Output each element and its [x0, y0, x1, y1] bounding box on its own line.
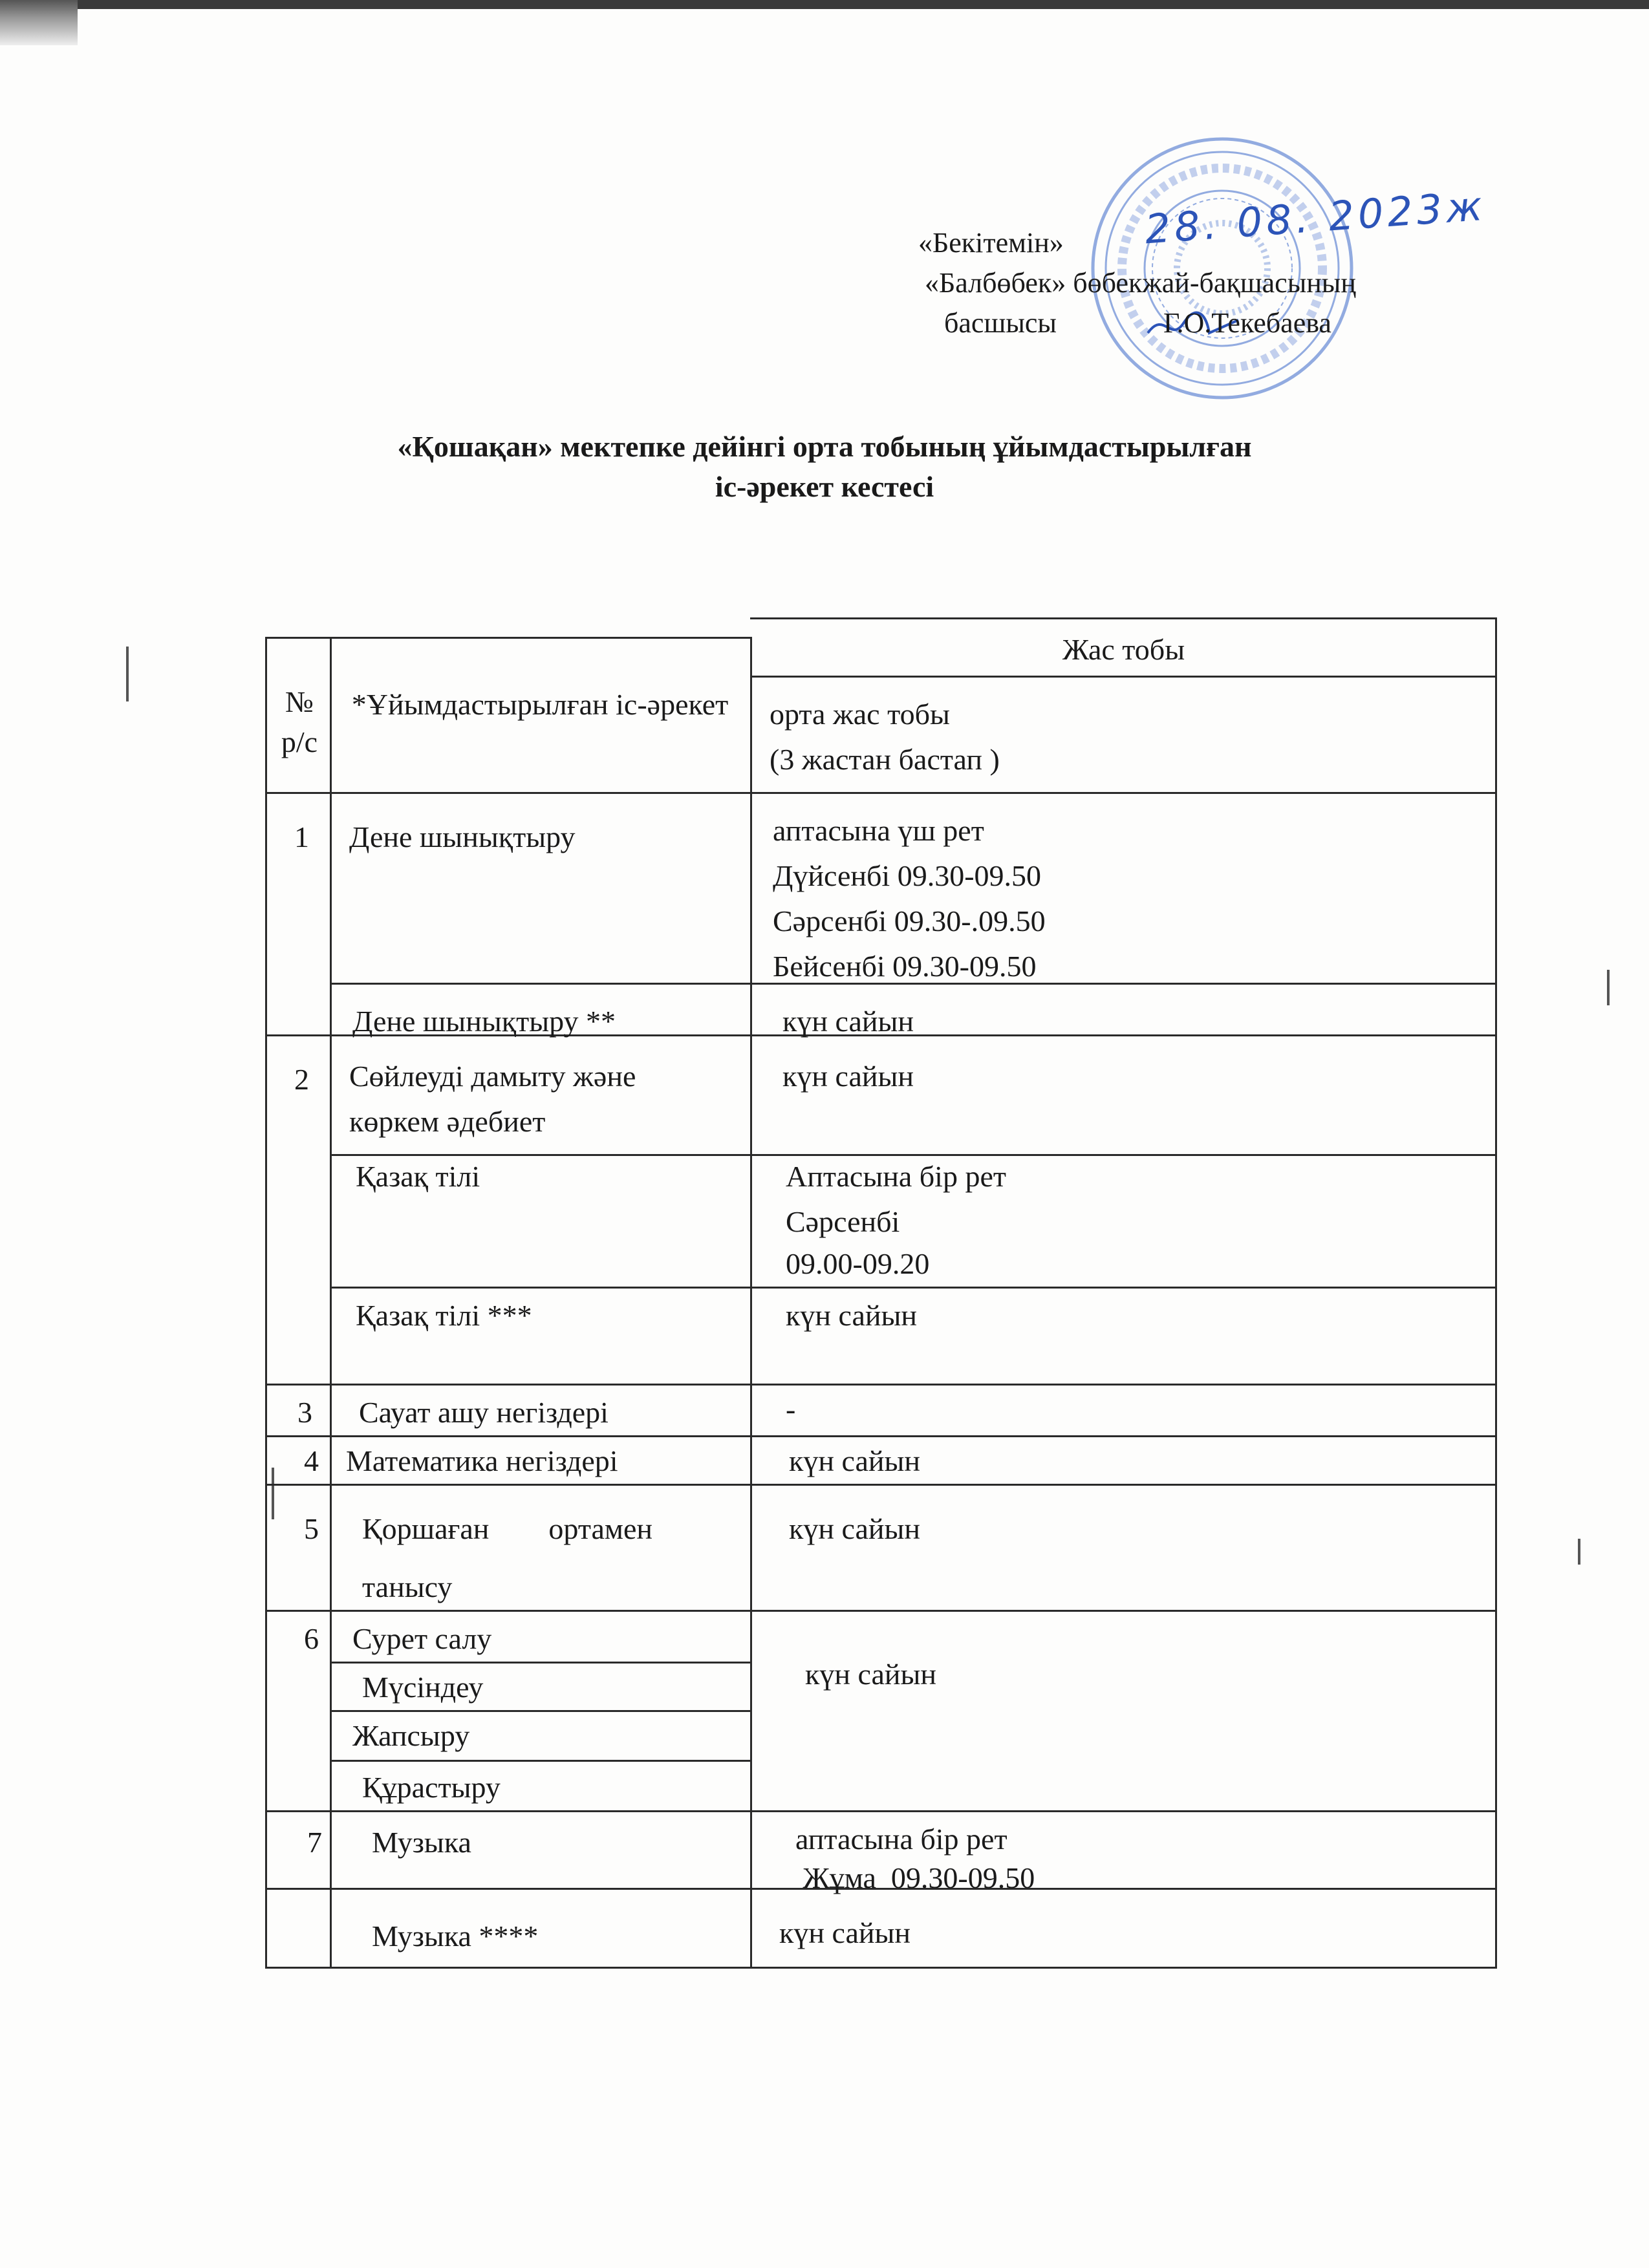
header-activity: *Ұйымдастырылған іс-әрекет	[351, 688, 729, 721]
row-schedule: Дүйсенбі 09.30-09.50	[773, 859, 1042, 892]
row-activity: Құрастыру	[362, 1771, 501, 1804]
row-activity: Жапсыру	[352, 1719, 470, 1752]
row-schedule: күн сайын	[789, 1444, 921, 1477]
row-schedule: аптасына бір рет	[795, 1823, 1008, 1856]
header-group-age: (3 жастан бастап )	[770, 743, 1000, 776]
row-schedule: -	[786, 1393, 796, 1426]
row-schedule: Аптасына бір рет	[786, 1160, 1006, 1193]
approval-role: басшысы	[944, 307, 1057, 339]
row-schedule: Сәрсенбі 09.30-.09.50	[773, 904, 1046, 937]
row-activity: Сөйлеуді дамыту және	[349, 1060, 636, 1093]
row-activity: танысу	[362, 1570, 453, 1603]
header-number: № р/с	[281, 685, 318, 758]
row-schedule: Жұма 09.30-09.50	[795, 1861, 1035, 1894]
title-line-1: «Қошақан» мектепке дейінгі орта тобының ұйымдастырылған	[397, 430, 1252, 463]
header-age-group: Жас тобы	[1062, 633, 1185, 666]
row-activity: көркем әдебиет	[349, 1105, 546, 1138]
row-activity: Қазақ тілі ***	[356, 1299, 532, 1332]
row-activity: Сауат ашу негіздері	[359, 1396, 609, 1429]
row-number: 2	[294, 1063, 309, 1096]
row-schedule: күн сайын	[779, 1916, 911, 1949]
row-activity: Математика негіздері	[346, 1444, 618, 1477]
row-number: 1	[294, 820, 309, 853]
row-schedule: күн сайын	[782, 1005, 914, 1038]
header-group-name: орта жас тобы	[770, 698, 950, 731]
row-number: 5	[304, 1512, 319, 1545]
row-schedule: 09.00-09.20	[786, 1247, 930, 1280]
row-activity: Музыка	[372, 1826, 471, 1859]
row-activity: Мүсіндеу	[362, 1671, 484, 1704]
row-activity: Қоршаған ортамен	[362, 1512, 653, 1545]
row-activity: Дене шынықтыру	[349, 820, 576, 853]
row-number: 4	[304, 1444, 319, 1477]
row-number: 6	[304, 1622, 319, 1655]
title-line-2: іс-әрекет кестесі	[715, 470, 934, 503]
row-activity: Сурет салу	[352, 1622, 492, 1655]
row-schedule: Сәрсенбі	[786, 1205, 900, 1238]
row-activity: Музыка ****	[372, 1920, 539, 1952]
approval-name: Г.О.Текебаева	[1163, 307, 1331, 339]
row-schedule: күн сайын	[786, 1299, 918, 1332]
row-number: 7	[307, 1826, 322, 1859]
row-activity: Қазақ тілі	[356, 1160, 480, 1193]
approval-line-2: «Балбөбек» бөбекжай-бақшасының	[925, 267, 1356, 299]
row-schedule: күн сайын	[805, 1658, 937, 1691]
handwritten-date: 28. 08. 2023ж	[1143, 182, 1488, 253]
row-schedule: күн сайын	[789, 1512, 921, 1545]
row-number: 3	[297, 1396, 312, 1429]
approval-line-1: «Бекітемін»	[918, 227, 1064, 259]
row-schedule: аптасына үш рет	[773, 814, 984, 847]
row-schedule: күн сайын	[782, 1060, 914, 1093]
row-activity: Дене шынықтыру **	[352, 1005, 616, 1038]
row-schedule: Бейсенбі 09.30-09.50	[773, 950, 1037, 983]
